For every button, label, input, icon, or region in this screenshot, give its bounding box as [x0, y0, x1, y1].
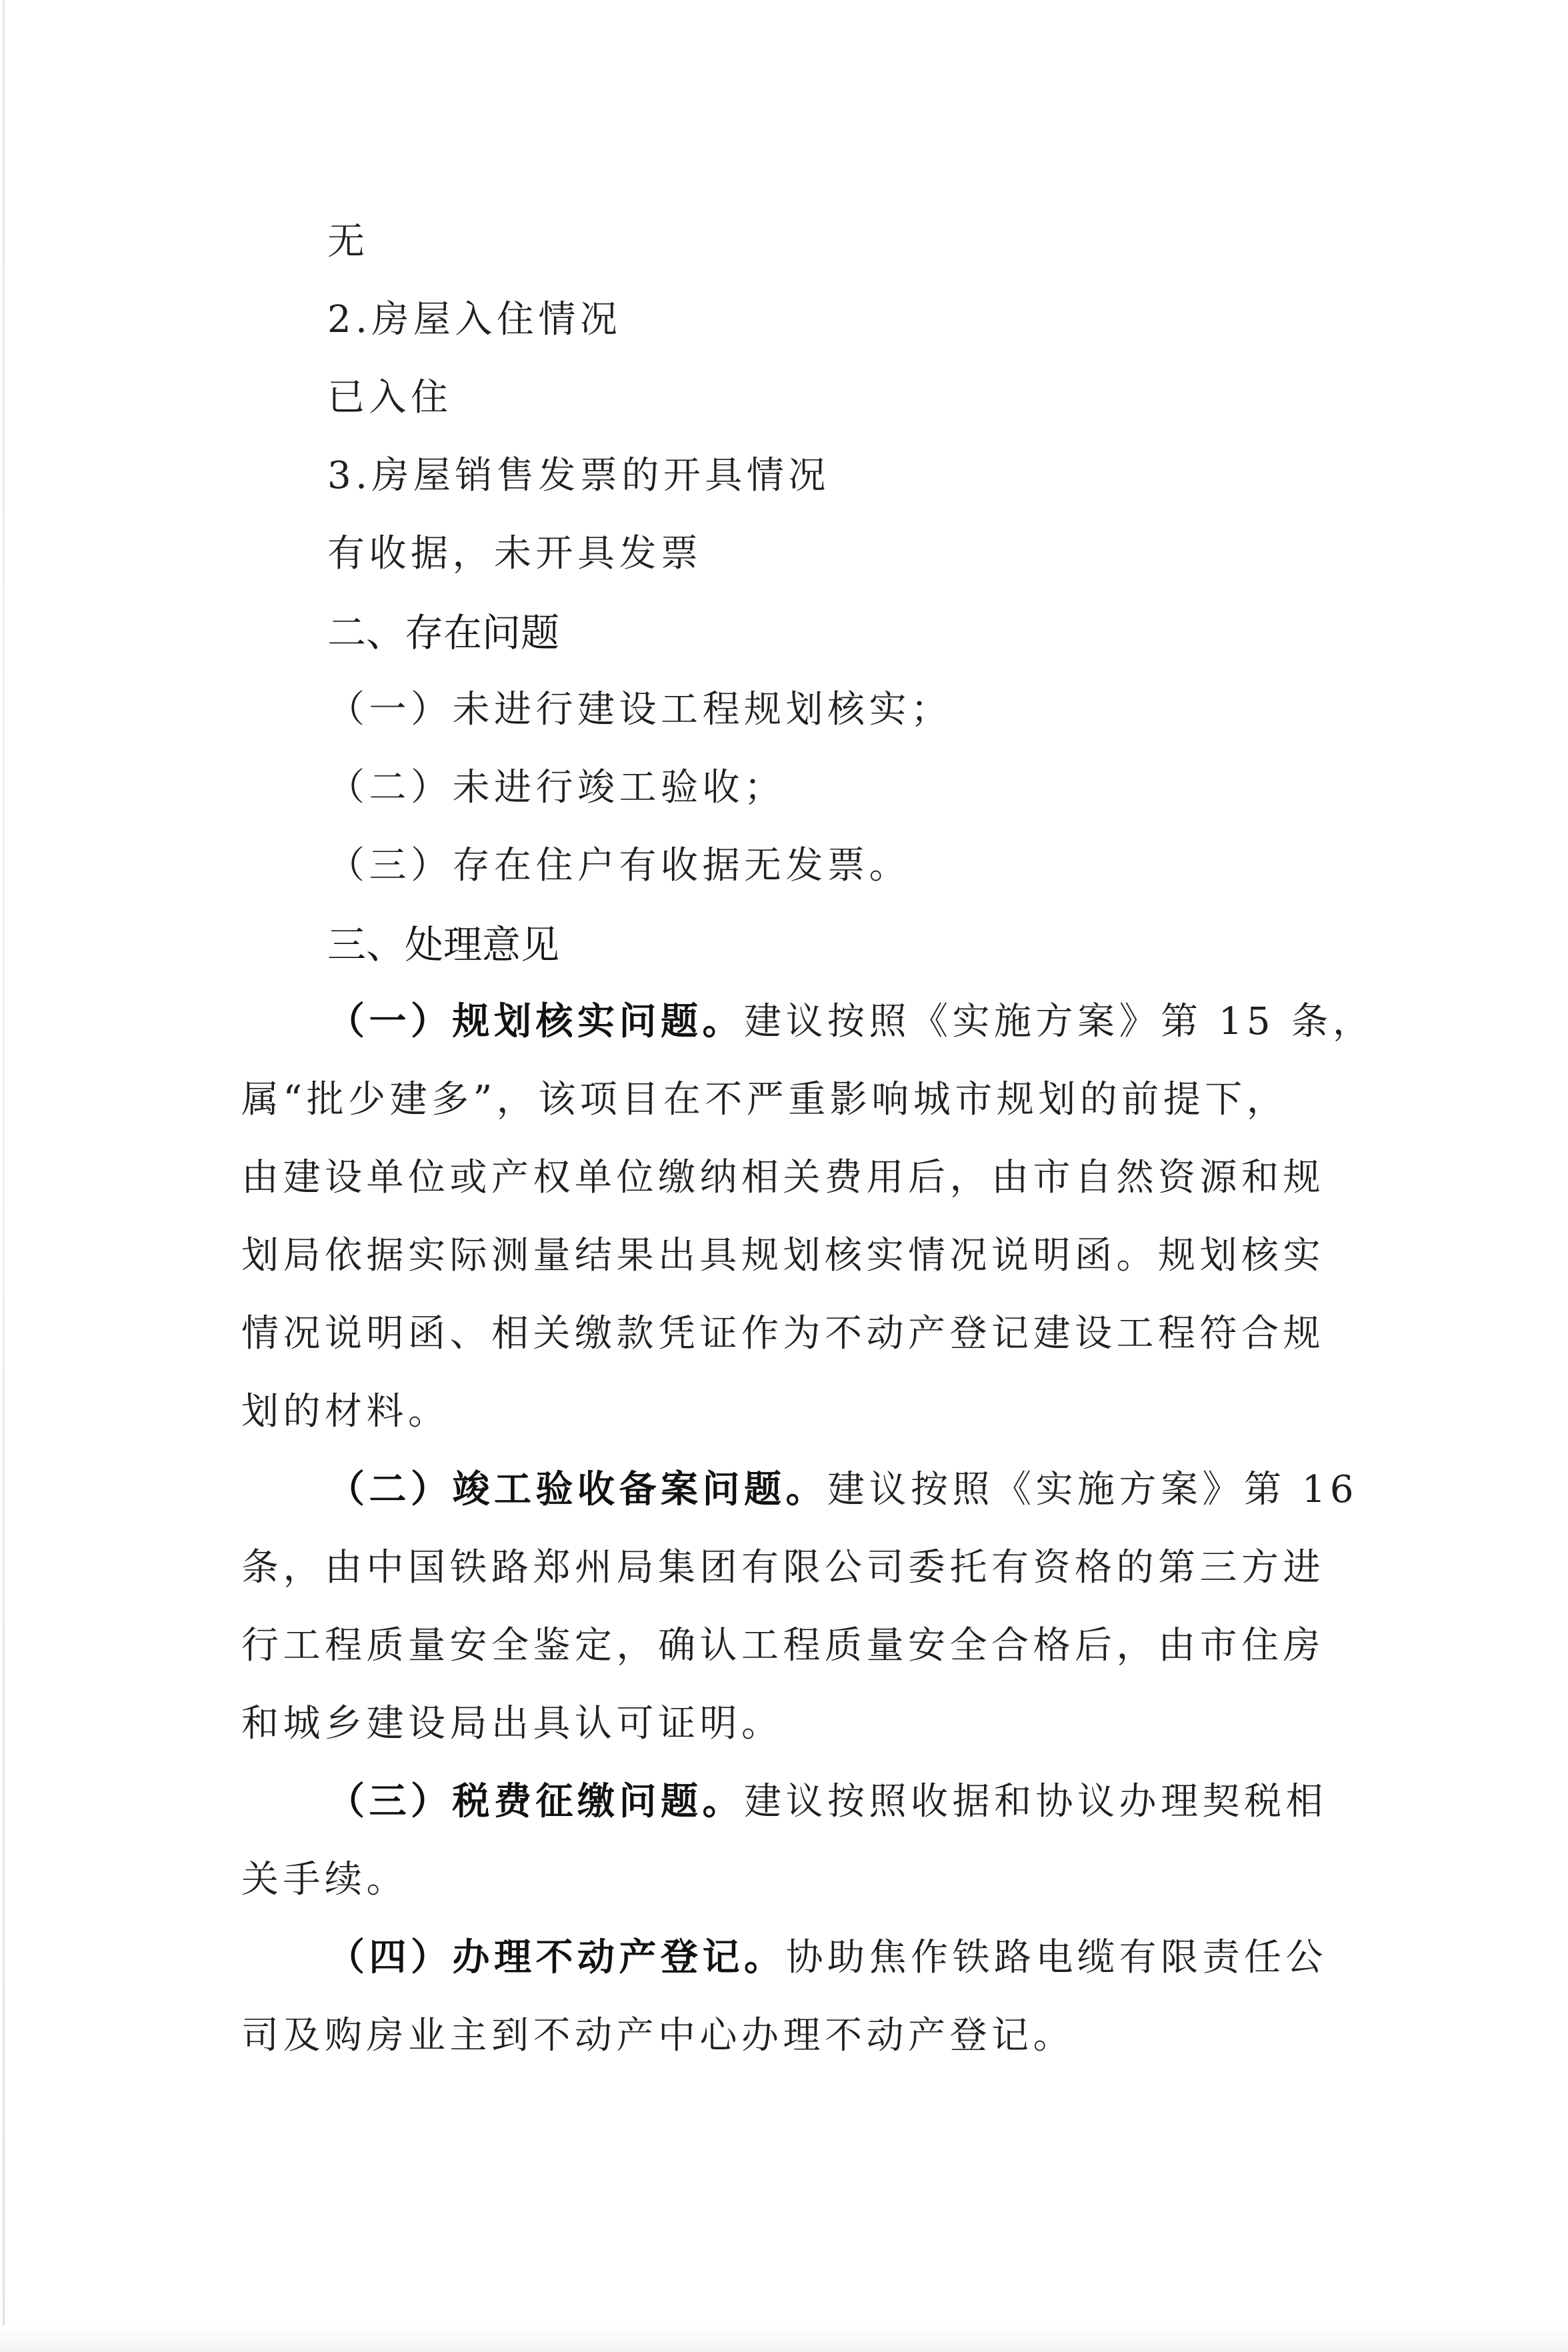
list-item: （二）未进行竣工验收； — [327, 766, 786, 809]
paragraph-text: 建议按照收据和协议办理契税相 — [744, 1780, 1327, 1823]
paragraph-tag: （四）办理不动产登记。 — [327, 1936, 786, 1979]
text-line: 无 — [327, 220, 369, 263]
paragraph-text: 建议按照《实施方案》第 15 条， — [744, 1000, 1375, 1043]
paragraph-line: 条，由中国铁路郑州局集团有限公司委托有资格的第三方进 — [241, 1546, 1325, 1589]
paragraph-line — [327, 1468, 1359, 1511]
scan-bottom-band — [0, 2325, 1568, 2352]
text-line: 2.房屋入住情况 — [327, 298, 622, 341]
section-heading: 二、存在问题 — [327, 610, 560, 655]
paragraph-tag: （一）规划核实问题。 — [327, 1000, 744, 1043]
list-item: （三）存在住户有收据无发票。 — [327, 844, 911, 887]
text-line: 有收据，未开具发票 — [327, 532, 703, 575]
paragraph-text: 建议按照《实施方案》第 16 — [827, 1468, 1359, 1511]
paragraph-tag: （三）税费征缴问题。 — [327, 1780, 744, 1823]
paragraph-line — [327, 1000, 1375, 1043]
paragraph-tag: （二）竣工验收备案问题。 — [327, 1468, 827, 1511]
paragraph-line: 和城乡建设局出具认可证明。 — [241, 1702, 783, 1745]
paragraph-line: 行工程质量安全鉴定，确认工程质量安全合格后，由市住房 — [241, 1624, 1325, 1667]
list-item: （一）未进行建设工程规划核实； — [327, 688, 953, 731]
paragraph-line: 情况说明函、相关缴款凭证作为不动产登记建设工程符合规 — [241, 1312, 1325, 1355]
paragraph-text: 协助焦作铁路电缆有限责任公 — [785, 1936, 1327, 1979]
text-line: 已入住 — [327, 376, 453, 419]
scan-edge-line — [3, 0, 5, 2352]
paragraph-line: 划局依据实际测量结果出具规划核实情况说明函。规划核实 — [241, 1234, 1325, 1277]
paragraph-line — [327, 1936, 1327, 1979]
section-heading: 三、处理意见 — [327, 922, 560, 967]
paragraph-line: 司及购房业主到不动产中心办理不动产登记。 — [241, 2014, 1075, 2057]
paragraph-line: 由建设单位或产权单位缴纳相关费用后，由市自然资源和规 — [241, 1156, 1325, 1199]
paragraph-line: 划的材料。 — [241, 1390, 450, 1433]
paragraph-line: 属“批少建多”，该项目在不严重影响城市规划的前提下， — [241, 1078, 1289, 1121]
paragraph-line: 关手续。 — [241, 1858, 408, 1901]
paragraph-line — [327, 1780, 1327, 1823]
text-line: 3.房屋销售发票的开具情况 — [327, 454, 830, 497]
